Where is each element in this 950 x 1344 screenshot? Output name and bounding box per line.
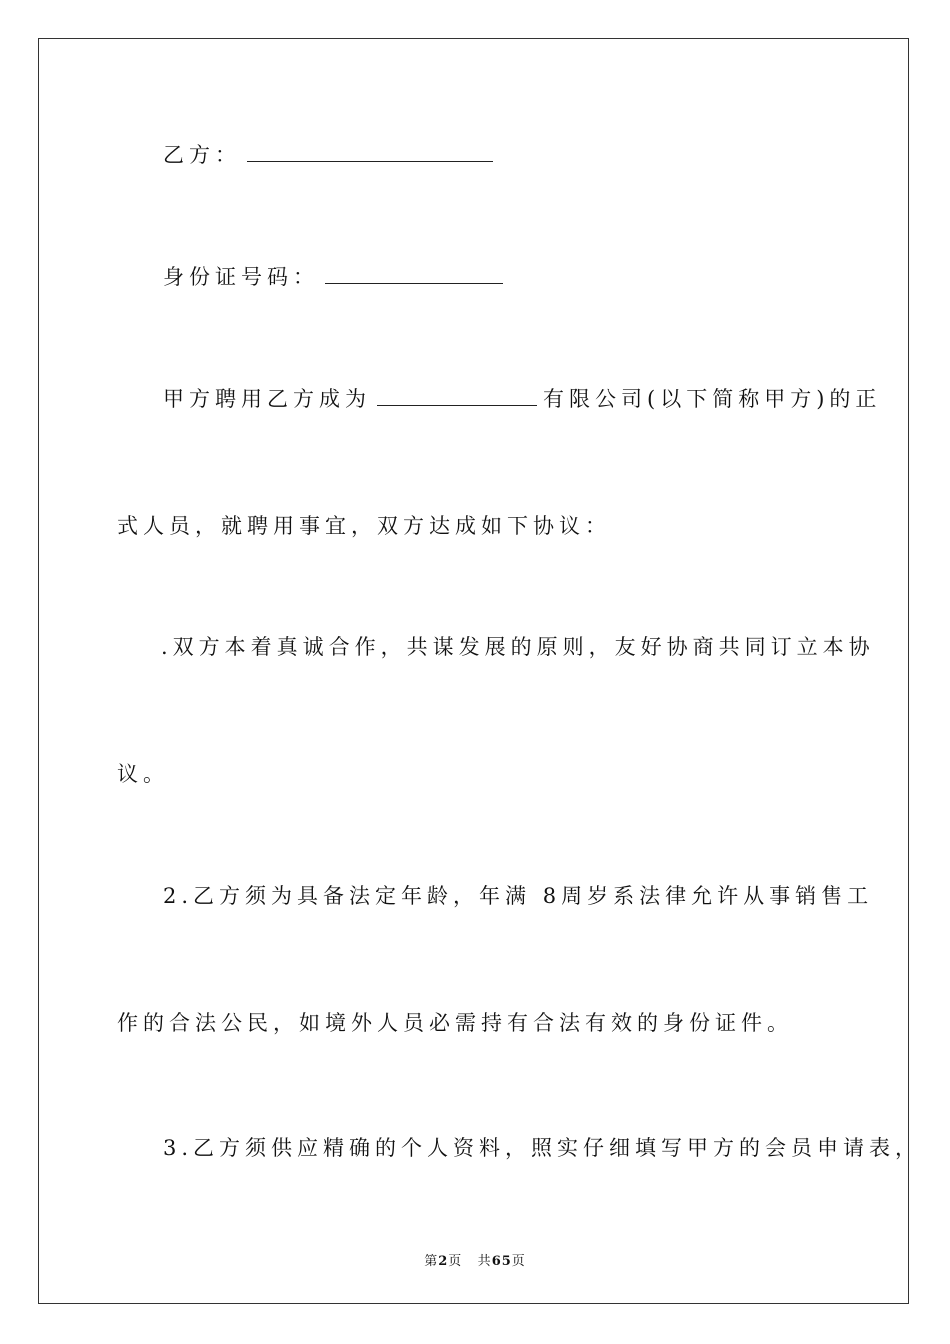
page-prefix: 第	[424, 1254, 439, 1269]
id-number-blank	[325, 265, 503, 284]
total-suffix: 页	[511, 1254, 526, 1269]
page-footer	[0, 1250, 950, 1269]
paragraph-1-text-a: 甲方聘用乙方成为	[163, 387, 371, 411]
page-frame	[38, 38, 909, 1304]
total-pages: 65	[491, 1254, 512, 1269]
id-number-line	[163, 265, 503, 288]
item-1-line-2	[117, 764, 169, 785]
item-2-line-1	[163, 886, 873, 907]
item-2-text-a: 2.乙方须为具备法定年龄，年满 8周岁系法律允许从事销售工	[163, 884, 874, 908]
id-number-label: 身份证号码：	[163, 265, 319, 289]
party-b-line	[163, 143, 493, 166]
party-b-blank	[247, 143, 493, 162]
paragraph-1-text-b: 有限公司(以下简称甲方)的正	[543, 387, 882, 411]
item-2-line-2	[117, 1013, 793, 1034]
item-3-line-1	[163, 1138, 921, 1159]
item-3-text-a: 3.乙方须供应精确的个人资料，照实仔细填写甲方的会员申请表，	[163, 1136, 922, 1160]
paragraph-1-line-1	[163, 387, 881, 410]
paragraph-1-text-c: 式人员，就聘用事宜，双方达成如下协议：	[117, 514, 611, 538]
paragraph-1-line-2	[117, 516, 611, 537]
total-prefix: 共	[477, 1254, 492, 1269]
page-number: 2	[438, 1254, 449, 1269]
item-1-text-a: .双方本着真诚合作，共谋发展的原则，友好协商共同订立本协	[161, 635, 875, 659]
item-1-line-1	[161, 637, 875, 658]
page-suffix: 页	[448, 1254, 463, 1269]
item-2-text-b: 作的合法公民，如境外人员必需持有合法有效的身份证件。	[117, 1011, 793, 1035]
item-1-text-b: 议。	[117, 762, 169, 786]
party-b-label: 乙方：	[163, 143, 241, 167]
company-name-blank	[377, 387, 537, 406]
